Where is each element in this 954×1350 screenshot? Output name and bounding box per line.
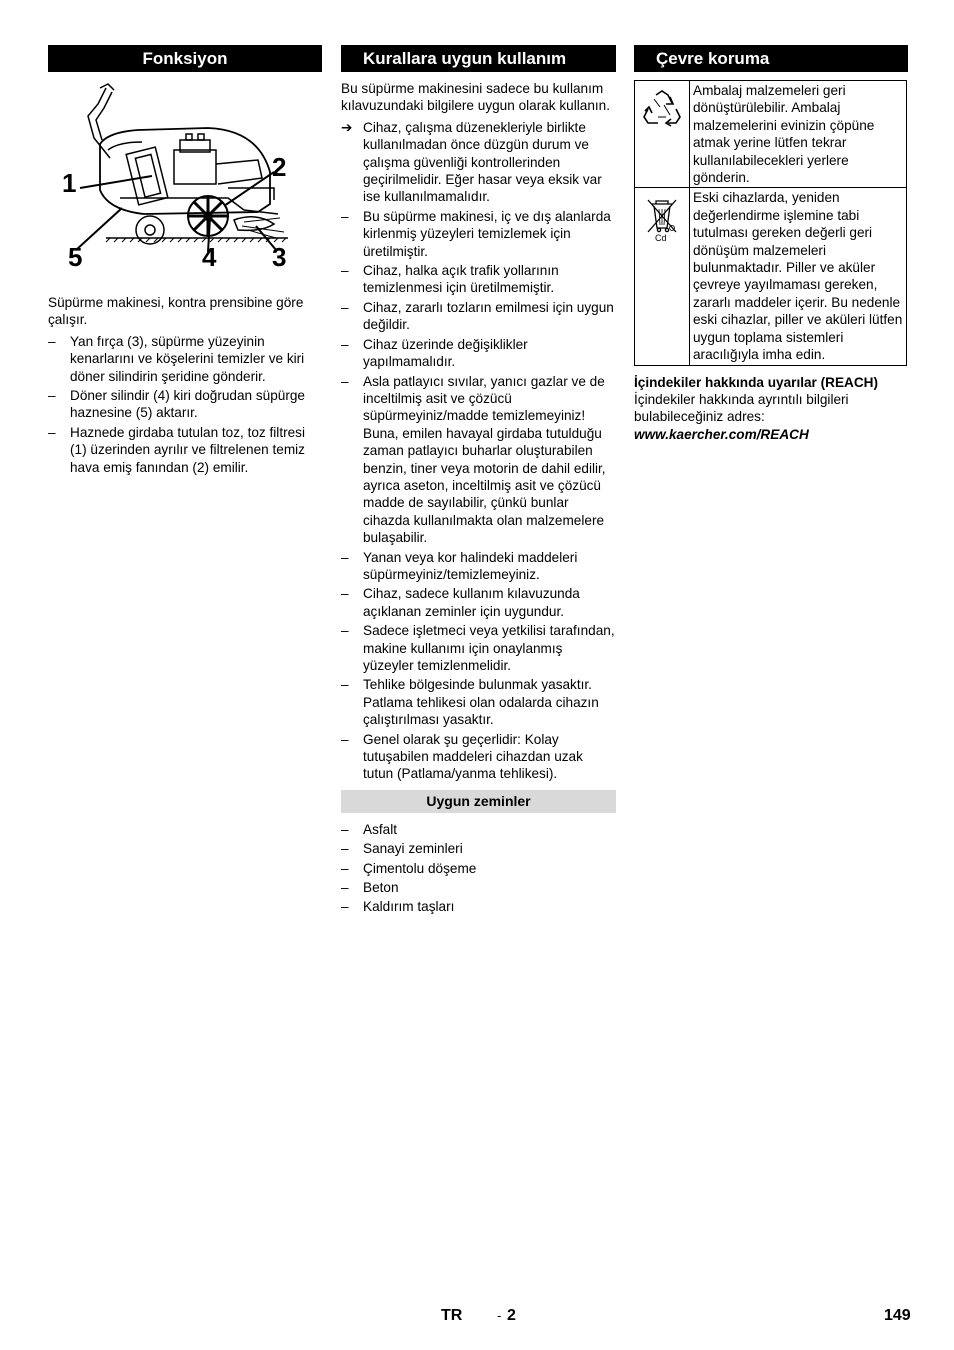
arrow-instruction-text: Cihaz, çalışma düzenekleriyle birlikte kullanılmadan önce düzgün durum ve çalışma güvenliği kontrollerinden geçirilmelidir. Eğer hasar veya eksik var ise kullanılmamalıdır. [363,119,602,205]
intended-use-list [341,208,616,783]
section-title: Kurallara uygun kullanım [341,45,616,72]
callout-2: 2 [272,152,287,182]
list-item: – Cihaz üzerinde değişiklikler yapılmamalıdır. [341,336,616,371]
list-item: – Kaldırım taşları [341,898,616,915]
disposal-text: Eski cihazlarda, yeniden değerlendirme işlemine tabi tutulması gereken değerli geri dönüşüm malzemeleri bulunmaktadır. Piller ve aküler çevreye yayılmaması gereken, zararlı maddeler içerir. Bu nedenle eski cihazlar, piller ve aküleri lütfen uygun toplama sistemleri aracılığıyla imha edin. [690,188,907,365]
list-item: – Asla patlayıcı sıvılar, yanıcı gazlar ve de inceltilmiş asit ve çözücü süpürmeyiniz/madde temizlemeyiniz! Buna, emilen havayal girdaba tutulduğu zaman patlayıcı buharlar oluşturabilen benzin, tiner veya motorin de dahil edilir, ayrıca aseton, inceltilmiş asit ve çözücü madde de sayılabilir, çünkü bunlar cihazda kullanılmakta olan malzemelere bulaşabilir. [341,373,616,547]
list-item: – Cihaz, halka açık trafik yollarının temizlenmesi için üretilmemiştir. [341,262,616,297]
callout-5: 5 [68,242,83,272]
function-intro: Süpürme makinesi, kontra prensibine göre çalışır. [48,295,304,328]
section-fonksiyon [48,45,322,478]
list-item: – Cihaz, sadece kullanım kılavuzunda açıklanan zeminler için uygundur. [341,585,616,620]
footer-local-page: 2 [507,1307,516,1324]
intended-use-intro: Bu süpürme makinesini sadece bu kullanım kılavuzundaki bilgilere uygun olarak kullanın. [341,81,611,114]
reach-block [634,374,908,444]
list-item: – Bu süpürme makinesi, iç ve dış alanlarda kirlenmiş yüzeyleri temizlemek için üretilmiştir. [341,208,616,260]
crossed-bin-icon [640,194,684,242]
table-row [635,81,907,188]
list-item: – Çimentolu döşeme [341,860,616,877]
list-item: – Yanan veya kor halindeki maddeleri süpürmeyiniz/temizlemeyiniz. [341,549,616,584]
arrow-right-icon: ➔ [341,119,353,135]
list-item: – Yan fırça (3), süpürme yüzeyinin kenarlarını ve köşelerini temizler ve kiri döner silindirin şeridine gönderir. [48,333,322,385]
list-item: – Asfalt [341,821,616,838]
arrow-instruction [341,119,616,206]
table-row [635,188,907,365]
section-intended-use [341,45,616,918]
list-item: – Sadece işletmeci veya yetkilisi tarafından, makine kullanımı için onaylanmış yüzeyler temizlenmelidir. [341,622,616,674]
callout-1: 1 [62,168,77,198]
section-title: Fonksiyon [48,45,322,72]
footer-language: TR [441,1307,463,1324]
function-list [48,333,322,476]
sweeper-illustration [48,80,322,286]
recycling-icon [640,87,684,131]
list-item: – Cihaz, zararlı tozların emilmesi için uygun değildir. [341,299,616,334]
reach-text: İçindekiler hakkında ayrıntılı bilgileri bulabileceğiniz adres: [634,391,849,425]
list-item: – Haznede girdaba tutulan toz, toz filtresi (1) üzerinden ayrılır ve filtrelenen temiz hava emiş fanından (2) emilir. [48,424,322,476]
section-title: Çevre koruma [634,45,908,72]
list-item: – Döner silindir (4) kiri doğrudan süpürge haznesine (5) aktarır. [48,387,322,422]
surfaces-list [341,821,616,916]
sweeper-diagram [48,80,322,286]
callout-4: 4 [202,242,217,272]
list-item: – Genel olarak şu geçerlidir: Kolay tutuşabilen maddeleri cihazdan uzak tutun (Patlama/yanma tehlikesi). [341,731,616,783]
callout-3: 3 [272,242,287,272]
footer-page-number: 149 [884,1307,911,1324]
list-item: – Tehlike bölgesinde bulunmak yasaktır. Patlama tehlikesi olan odalarda cihazın çalıştırılması yasaktır. [341,676,616,728]
list-item: – Sanayi zeminleri [341,840,616,857]
recycling-text: Ambalaj malzemeleri geri dönüştürülebilir. Ambalaj malzemelerini evinizin çöpüne atmak yerine lütfen tekrar kullanılabilecekleri yerlere gönderin. [690,81,907,188]
subsection-title: Uygun zeminler [341,790,616,813]
recycling-icon-cell [635,81,690,188]
crossed-bin-icon-cell [635,188,690,365]
footer-page-prefix: - [497,1308,502,1323]
reach-title: İçindekiler hakkında uyarılar (REACH) [634,374,879,390]
section-environment [634,45,908,443]
reach-link[interactable]: www.kaercher.com/REACH [634,426,809,442]
environment-table [634,80,907,366]
cd-label: Cd [655,233,667,243]
list-item: – Beton [341,879,616,896]
